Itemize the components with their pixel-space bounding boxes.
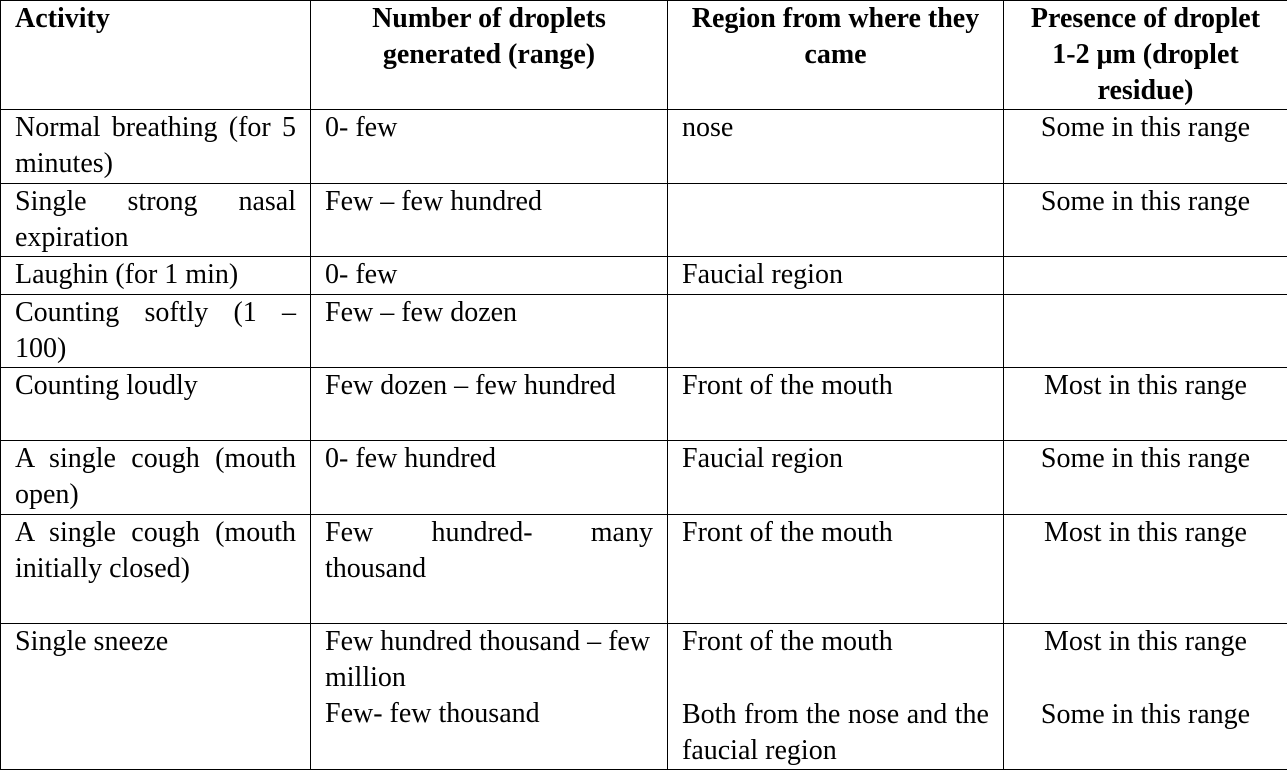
sneeze-droplets-2: Few- few thousand — [325, 696, 653, 732]
header-activity: Activity — [1, 1, 311, 110]
cell-droplets: Few hundred- many thousand — [311, 515, 668, 624]
header-region: Region from where they came — [668, 1, 1004, 110]
header-droplets: Number of droplets generated (range) — [311, 1, 668, 110]
cell-droplets: 0- few — [311, 257, 668, 295]
header-presence: Presence of droplet 1-2 μm (droplet residue) — [1004, 1, 1287, 110]
sneeze-droplets-1: Few hundred thousand – few million — [325, 624, 653, 696]
cell-activity: A single cough (mouth initially closed) — [1, 515, 311, 624]
cell-presence — [1004, 624, 1287, 770]
cell-activity: Single strong nasal expiration — [1, 184, 311, 257]
cell-droplets: 0- few hundred — [311, 441, 668, 515]
table-row-sneeze — [1, 624, 1287, 770]
table-row — [1, 295, 1287, 368]
cell-presence: Some in this range — [1004, 184, 1287, 257]
cell-presence: Most in this range — [1004, 515, 1287, 624]
table-row — [1, 441, 1287, 515]
cell-activity: Counting loudly — [1, 368, 311, 441]
cell-presence: Most in this range — [1004, 368, 1287, 441]
cell-presence — [1004, 257, 1287, 295]
cell-presence — [1004, 295, 1287, 368]
spacer — [682, 660, 989, 697]
cell-region — [668, 295, 1004, 368]
cell-region — [668, 624, 1004, 770]
cell-region: Faucial region — [668, 441, 1004, 515]
cell-region: nose — [668, 110, 1004, 184]
spacer — [1018, 660, 1273, 697]
table-row — [1, 257, 1287, 295]
cell-region — [668, 184, 1004, 257]
sneeze-region-2: Both from the nose and the faucial region — [682, 697, 989, 769]
cell-droplets: 0- few — [311, 110, 668, 184]
cell-activity: Single sneeze — [1, 624, 311, 770]
table-row — [1, 184, 1287, 257]
cell-region: Front of the mouth — [668, 368, 1004, 441]
cell-region: Front of the mouth — [668, 515, 1004, 624]
cell-droplets: Few – few dozen — [311, 295, 668, 368]
sneeze-presence-1: Most in this range — [1018, 624, 1273, 660]
cell-droplets — [311, 624, 668, 770]
table-row — [1, 110, 1287, 184]
sneeze-presence-2: Some in this range — [1018, 697, 1273, 733]
cell-presence: Some in this range — [1004, 441, 1287, 515]
table-row — [1, 515, 1287, 624]
cell-activity: A single cough (mouth open) — [1, 441, 311, 515]
cell-presence: Some in this range — [1004, 110, 1287, 184]
header-row — [1, 1, 1287, 110]
table-row — [1, 368, 1287, 441]
sneeze-region-1: Front of the mouth — [682, 624, 989, 660]
cell-activity: Laughin (for 1 min) — [1, 257, 311, 295]
cell-activity: Counting softly (1 – 100) — [1, 295, 311, 368]
cell-droplets: Few – few hundred — [311, 184, 668, 257]
cell-activity: Normal breathing (for 5 minutes) — [1, 110, 311, 184]
cell-region: Faucial region — [668, 257, 1004, 295]
cell-droplets: Few dozen – few hundred — [311, 368, 668, 441]
